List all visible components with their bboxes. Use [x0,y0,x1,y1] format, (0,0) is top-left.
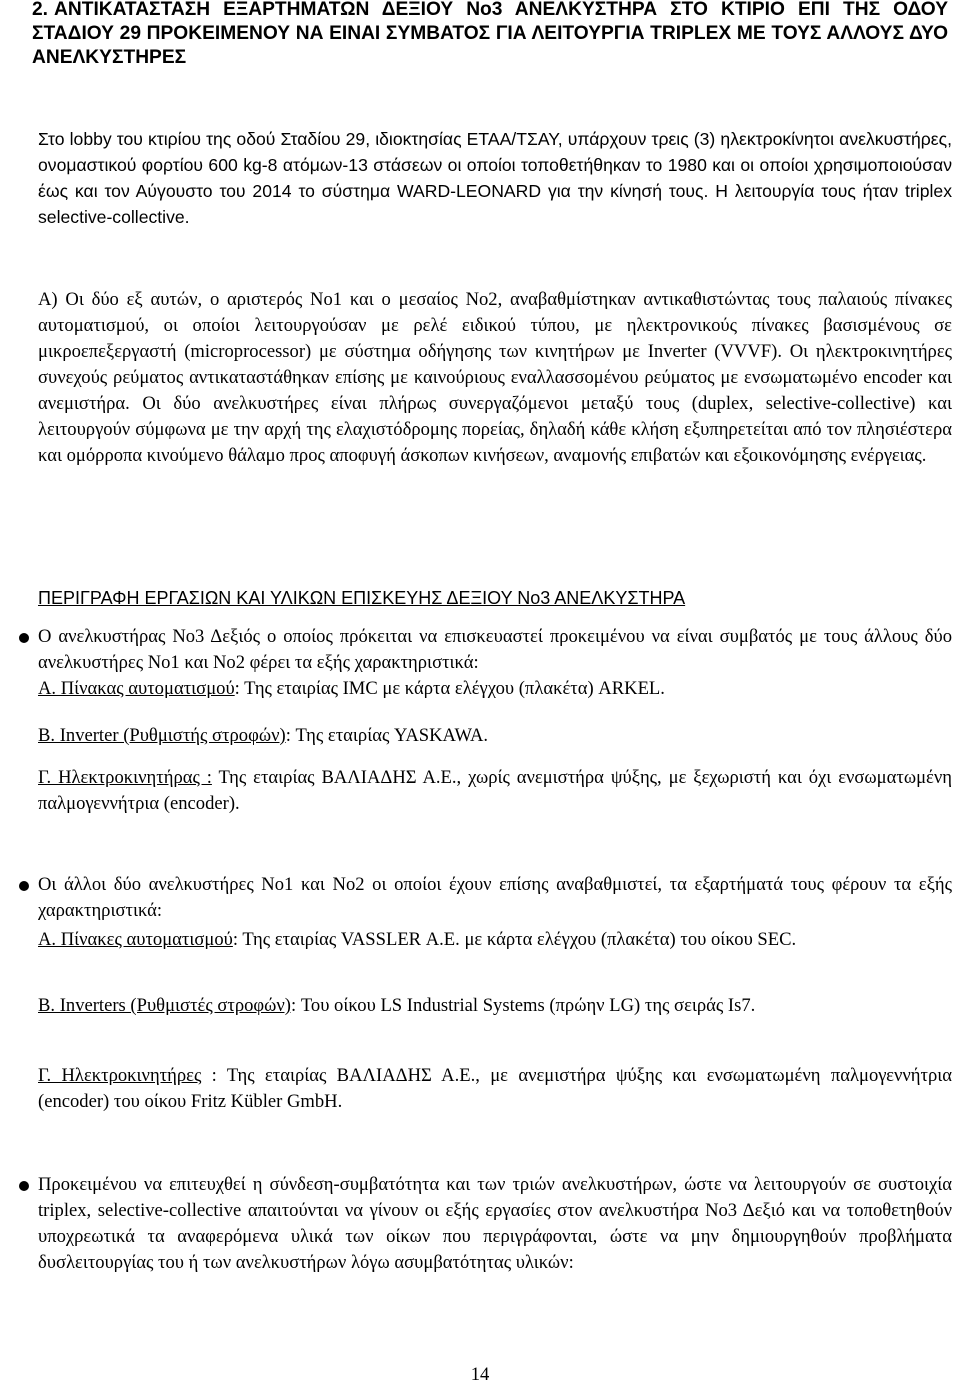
paragraph-a: Α) Οι δύο εξ αυτών, ο αριστερός Νο1 και ο μεσαίος Νο2, αναβαθμίστηκαν αντικαθιστώντας τους παλαιούς πίνακες αυτοματισμού, οι οποίοι λειτουργούσαν με ρελέ ειδικού τύπου, με ηλεκτρονικούς πίνακες βασισμένους σε μικροεπεξεργαστή (microprocessor) με σύστημα οδήγησης των κινητήρων με Inverter (VVVF). Οι ηλεκτροκινητήρες συνεχούς ρεύματος αντικαταστάθηκαν επίσης με καινούριους εναλλασσομένου ρεύματος με ενσωματωμένο encoder και ανεμιστήρα. Οι δύο ανελκυστήρες είναι πλήρως συνεργαζόμενοι μεταξύ τους (duplex, selective-collective) και λειτουργούν σύμφωνα με την αρχή της ελαχιστόδρομης πορείας, δηλαδή κάθε κλήση εξυπηρετείται από τον πλησιέστερα και ομόρροπα κινούμενο θάλαμο προς αποφυγή άσκοπων κινήσεων, αναμονής επιβατών και εξοικονόμησης ενέργειας. [38,289,952,466]
bullet-1-text: Ο ανελκυστήρας Νο3 Δεξιός ο οποίος πρόκειται να επισκευαστεί προκειμένου να είναι συμβατός με τους άλλους δύο ανελκυστήρες Νο1 και Νο2 φέρει τα εξής χαρακτηριστικά: [38,626,952,673]
item-label: Β. Inverters (Ρυθμιστές στροφών) [38,995,291,1016]
heading-text: ΑΝΤΙΚΑΤΑΣΤΑΣΗ ΕΞΑΡΤΗΜΑΤΩΝ ΔΕΞΙΟΥ Νο3 ΑΝΕΛΚΥΣΤΗΡΑ ΣΤΟ ΚΤΙΡΙΟ ΕΠΙ ΤΗΣ ΟΔΟΥ ΣΤΑΔΙΟΥ 29 ΠΡΟΚΕΙΜΕΝΟΥ ΝΑ ΕΙΝΑΙ ΣΥΜΒΑΤΟΣ ΓΙΑ ΛΕΙΤΟΥΡΓΙΑ TRIPLEX ΜΕ ΤΟΥΣ ΑΛΛΟΥΣ ΔΥΟ ΑΝΕΛΚΥΣΤΗΡΕΣ [32,0,948,68]
bullet-2-text: Οι άλλοι δύο ανελκυστήρες Νο1 και Νο2 οι οποίοι έχουν επίσης αναβαθμιστεί, τα εξαρτήματά τους φέρουν τα εξής χαρακτηριστικά: [38,874,952,921]
bullet-1-item-b [38,723,952,749]
bullet-icon [19,1181,29,1191]
section-title: ΠΕΡΙΓΡΑΦΗ ΕΡΓΑΣΙΩΝ ΚΑΙ ΥΛΙΚΩΝ ΕΠΙΣΚΕΥΗΣ ΔΕΞΙΟΥ Νο3 ΑΝΕΛΚΥΣΤΗΡΑ [38,588,686,608]
bullet-3-text: Προκειμένου να επιτευχθεί η σύνδεση-συμβατότητα και των τριών ανελκυστήρων, ώστε να λειτουργούν σε συστοιχία triplex, selective-collective απαιτούνται να γίνουν οι εξής εργασίες στον ανελκυστήρα Νο3 Δεξιό και να τοποθετηθούν υποχρεωτικά τα αναφερόμενα υλικά των οίκων που περιγράφονται, ώστε να μην δημιουργηθούν προβλήματα δυσλειτουργίας του ή των ανελκυστήρων λόγω ασυμβατότητας υλικών: [38,1174,952,1273]
section-heading [32,0,948,70]
page-number: 14 [470,1364,490,1385]
bullet-2-item-a [38,927,952,953]
item-text: Της εταιρίας ΒΑΛΙΑΔΗΣ Α.Ε., χωρίς ανεμιστήρα ψύξης, με ξεχωριστή και όχι ενσωματωμένη παλμογεννήτρια (encoder). [38,767,952,814]
item-label: Α. Πίνακες αυτοματισμού [38,929,233,950]
item-text: : Της εταιρίας VASSLER Α.Ε. με κάρτα ελέγχου (πλακέτα) του οίκου SEC. [232,929,797,950]
bullet-2-item-c [38,1063,952,1115]
heading-number: 2. [32,0,49,20]
intro-paragraph: Στο lobby του κτιρίου της οδού Σταδίου 29, ιδιοκτησίας ΕΤΑΑ/ΤΣΑΥ, υπάρχουν τρεις (3) ηλεκτροκίνητοι ανελκυστήρες, ονομαστικού φορτίου 600 kg-8 ατόμων-13 στάσεων οι οποίοι τοποθετήθηκαν το 1980 και οι οποίοι χρησιμοποιούσαν έως και τον Αύγουστο του 2014 το σύστημα WARD-LEONARD για την κίνησή τους. Η λειτουργία τους ήταν triplex selective-collective. [38,129,952,227]
bullet-1-item-a [38,676,952,702]
bullet-1-item-c [38,765,952,817]
bullet-icon [19,633,29,643]
item-label: Α. Πίνακας αυτοματισμού [38,678,235,699]
bullet-icon [19,881,29,891]
item-text: : Του οίκου LS Industrial Systems (πρώην LG) της σειράς Is7. [291,995,756,1016]
item-text: : Της εταιρίας ΒΑΛΙΑΔΗΣ Α.Ε., με ανεμιστήρα ψύξης και ενσωματωμένη παλμογεννήτρια (encoder) του οίκου Fritz Kübler GmbH. [38,1065,952,1112]
item-label: Γ. Ηλεκτροκινητήρας : [38,767,212,788]
item-text: : Της εταιρίας YASKAWA. [285,725,489,746]
bullet-2-item-b [38,993,952,1019]
item-label: Β. Inverter (Ρυθμιστής στροφών) [38,725,286,746]
item-text: : Της εταιρίας IMC με κάρτα ελέγχου (πλακέτα) ARKEL. [234,678,665,699]
item-label: Γ. Ηλεκτροκινητήρες [38,1065,202,1086]
